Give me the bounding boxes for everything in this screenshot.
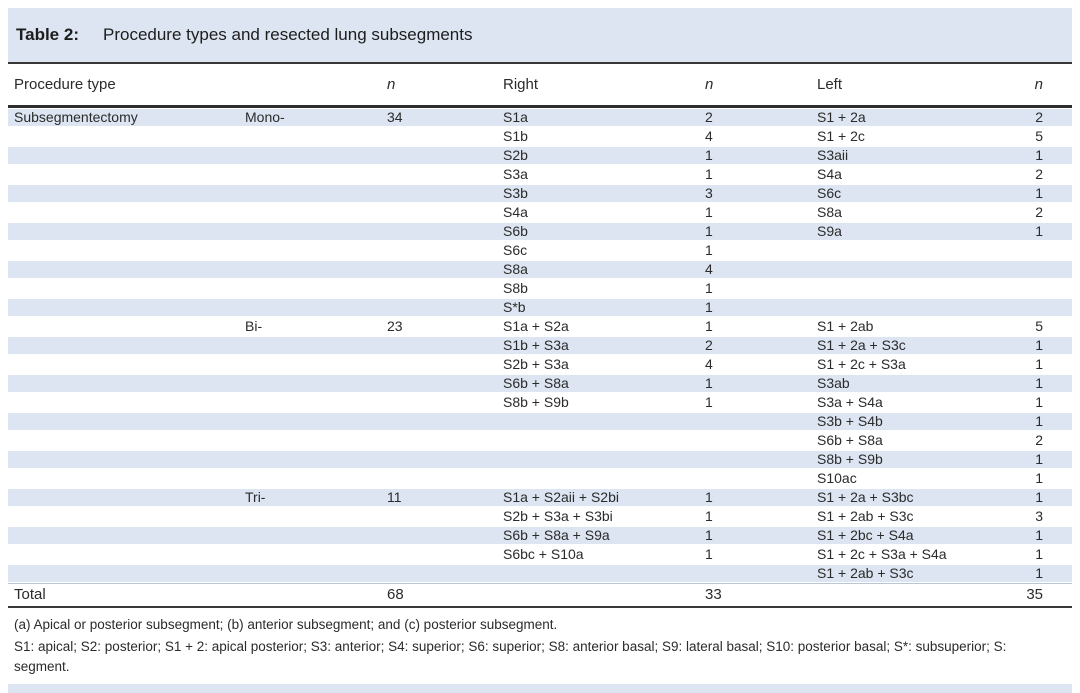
cell-right-subsegment: S8a: [503, 261, 528, 277]
cell-left-subsegment: S8b + S9b: [817, 451, 883, 467]
cell-right-n: 1: [705, 242, 713, 258]
table-row: [8, 355, 1072, 374]
cell-right-subsegment: S6b + S8a + S9a: [503, 527, 610, 543]
cell-left-n: 1: [1035, 565, 1043, 581]
footnote-segment-key: S1: apical; S2: posterior; S1 + 2: apical posterior; S3: anterior; S4: superior; S6: superior; S8: anterior basal; S9: lateral basal; S10: posterior basal; S*: subsuperior; S: segment.: [14, 639, 1007, 674]
cell-left-n: 1: [1035, 394, 1043, 410]
cell-left-subsegment: S1 + 2c + S3a + S4a: [817, 546, 947, 562]
cell-left-subsegment: S3b + S4b: [817, 413, 883, 429]
table-caption-band: [8, 8, 1072, 62]
col-header-n-right: n: [705, 76, 714, 93]
table-row: [8, 431, 1072, 450]
cell-procedure-n: 34: [387, 109, 403, 125]
cell-right-n: 1: [705, 299, 713, 315]
table-row: [8, 393, 1072, 412]
cell-left-n: 1: [1035, 451, 1043, 467]
table-row: [8, 469, 1072, 488]
cell-right-subsegment: S4a: [503, 204, 528, 220]
col-header-left: Left: [817, 76, 843, 93]
total-label: Total: [14, 586, 46, 603]
cell-left-n: 1: [1035, 527, 1043, 543]
cell-right-subsegment: S8b + S9b: [503, 394, 569, 410]
table-row: [8, 241, 1072, 260]
cell-right-n: 1: [705, 527, 713, 543]
table-row: [8, 317, 1072, 336]
table-row: [8, 412, 1072, 431]
table-row: [8, 146, 1072, 165]
table-row: [8, 127, 1072, 146]
cell-left-subsegment: S1 + 2ab + S3c: [817, 508, 914, 524]
table-row: [8, 564, 1072, 583]
col-header-right: Right: [503, 76, 539, 93]
total-n-left: 35: [1026, 586, 1043, 603]
cell-procedure-type: Subsegmentectomy: [14, 109, 138, 125]
cell-procedure-arity: Mono-: [245, 109, 285, 125]
cell-right-subsegment: S6bc + S10a: [503, 546, 584, 562]
cell-left-n: 1: [1035, 375, 1043, 391]
table-row: [8, 184, 1072, 203]
table-row: [8, 545, 1072, 564]
table-row: [8, 488, 1072, 507]
col-header-n-procedure: n: [387, 76, 396, 93]
total-n-procedures: 68: [387, 586, 404, 603]
cell-right-n: 4: [705, 128, 713, 144]
table-row: [8, 507, 1072, 526]
cell-left-subsegment: S8a: [817, 204, 842, 220]
cell-right-subsegment: S1a: [503, 109, 528, 125]
cell-right-subsegment: S1b + S3a: [503, 337, 569, 353]
cell-right-subsegment: S2b + S3a + S3bi: [503, 508, 613, 524]
col-header-n-left: n: [1034, 76, 1043, 93]
cell-left-n: 5: [1035, 128, 1043, 144]
cell-left-n: 1: [1035, 413, 1043, 429]
cell-left-subsegment: S4a: [817, 166, 842, 182]
cell-right-n: 2: [705, 337, 713, 353]
cell-right-subsegment: S3a: [503, 166, 528, 182]
table-row: [8, 298, 1072, 317]
cell-right-subsegment: S1a + S2aii + S2bi: [503, 489, 619, 505]
table-row: [8, 526, 1072, 545]
cell-right-subsegment: S1a + S2a: [503, 318, 569, 334]
cell-left-n: 1: [1035, 546, 1043, 562]
cell-right-subsegment: S2b: [503, 147, 528, 163]
cell-right-n: 1: [705, 147, 713, 163]
cell-right-n: 1: [705, 546, 713, 562]
cell-right-n: 4: [705, 261, 713, 277]
cell-right-subsegment: S*b: [503, 299, 526, 315]
cell-procedure-arity: Bi-: [245, 318, 263, 334]
cell-right-subsegment: S8b: [503, 280, 528, 296]
table-row: [8, 222, 1072, 241]
cell-left-n: 1: [1035, 470, 1043, 486]
cell-left-subsegment: S6c: [817, 185, 842, 201]
cell-right-subsegment: S1b: [503, 128, 528, 144]
table-total-row: [8, 584, 1072, 606]
footnote-subsegment-key: (a) Apical or posterior subsegment; (b) anterior subsegment; and (c) posterior subsegment.: [14, 617, 558, 632]
table-header-row: [8, 64, 1072, 105]
footnotes: [8, 608, 1064, 677]
table-row: [8, 450, 1072, 469]
table-row: [8, 279, 1072, 298]
cell-right-n: 1: [705, 375, 713, 391]
table-row: [8, 260, 1072, 279]
cell-right-n: 4: [705, 356, 713, 372]
cell-left-subsegment: S6b + S8a: [817, 432, 883, 448]
cell-left-n: 2: [1035, 204, 1043, 220]
cell-left-subsegment: S10ac: [817, 470, 857, 486]
cell-left-n: 1: [1035, 147, 1043, 163]
cell-right-subsegment: S6b: [503, 223, 528, 239]
cell-left-subsegment: S1 + 2a + S3c: [817, 337, 906, 353]
cell-right-n: 1: [705, 204, 713, 220]
cell-right-subsegment: S2b + S3a: [503, 356, 569, 372]
cell-left-subsegment: S1 + 2c + S3a: [817, 356, 906, 372]
cell-procedure-n: 11: [387, 489, 402, 505]
cell-right-n: 1: [705, 223, 713, 239]
cell-right-n: 1: [705, 318, 713, 334]
cell-left-n: 1: [1035, 223, 1043, 239]
table-container: [8, 8, 1072, 679]
table-caption-label: Table 2:: [16, 25, 79, 44]
cell-left-subsegment: S1 + 2a + S3bc: [817, 489, 914, 505]
cell-left-subsegment: S3aii: [817, 147, 849, 163]
table-caption-text: Procedure types and resected lung subsegments: [102, 25, 473, 44]
cell-left-n: 1: [1035, 356, 1043, 372]
cell-right-subsegment: S6b + S8a: [503, 375, 569, 391]
cell-right-n: 3: [705, 185, 713, 201]
cell-left-subsegment: S1 + 2bc + S4a: [817, 527, 914, 543]
cell-left-subsegment: S1 + 2ab + S3c: [817, 565, 914, 581]
cell-left-subsegment: S1 + 2ab: [817, 318, 874, 334]
cell-right-n: 1: [705, 489, 713, 505]
cell-left-subsegment: S3a + S4a: [817, 394, 883, 410]
cell-procedure-n: 23: [387, 318, 403, 334]
table-row: [8, 108, 1072, 127]
cell-right-n: 1: [705, 280, 713, 296]
cell-left-n: 2: [1035, 109, 1043, 125]
cell-left-subsegment: S1 + 2c: [817, 128, 865, 144]
cell-right-subsegment: S3b: [503, 185, 528, 201]
cell-right-subsegment: S6c: [503, 242, 528, 258]
cell-right-n: 1: [705, 394, 713, 410]
cell-right-n: 1: [705, 508, 713, 524]
table-row: [8, 165, 1072, 184]
cell-right-n: 1: [705, 166, 713, 182]
cell-left-n: 2: [1035, 432, 1043, 448]
cell-right-n: 2: [705, 109, 713, 125]
col-header-procedure-type: Procedure type: [14, 76, 116, 93]
bottom-page-band: [8, 684, 1072, 693]
cell-left-subsegment: S3ab: [817, 375, 850, 391]
cell-left-subsegment: S1 + 2a: [817, 109, 866, 125]
table-row: [8, 203, 1072, 222]
cell-left-n: 1: [1035, 337, 1043, 353]
cell-left-n: 2: [1035, 166, 1043, 182]
table-body: [8, 108, 1072, 583]
cell-left-n: 5: [1035, 318, 1043, 334]
table-row: [8, 374, 1072, 393]
cell-left-n: 1: [1035, 489, 1043, 505]
cell-left-subsegment: S9a: [817, 223, 842, 239]
cell-left-n: 3: [1035, 508, 1043, 524]
total-n-right: 33: [705, 586, 722, 603]
cell-procedure-arity: Tri-: [245, 489, 266, 505]
table-row: [8, 336, 1072, 355]
cell-left-n: 1: [1035, 185, 1043, 201]
